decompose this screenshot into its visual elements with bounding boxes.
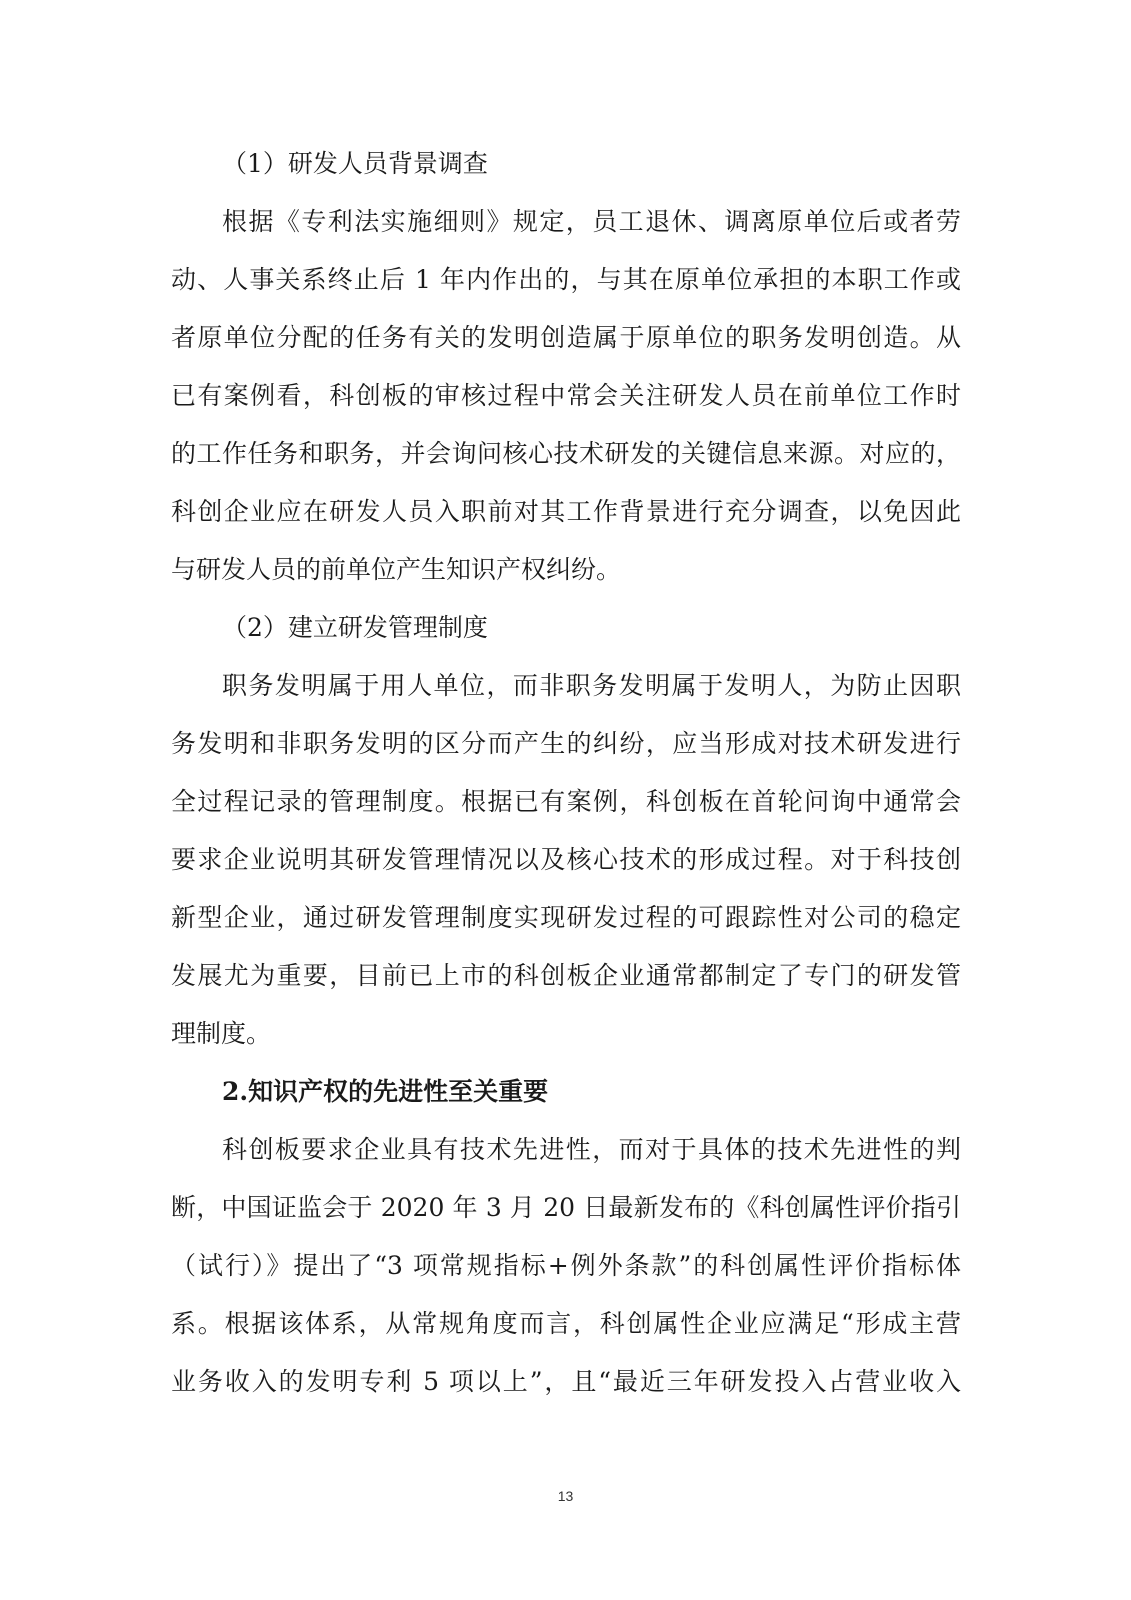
heading-ip-advancement: 2.知识产权的先进性至关重要 — [222, 1077, 549, 1106]
paragraph-line: 动、人事关系终止后 1 年内作出的，与其在原单位承担的本职工作或 — [171, 265, 961, 294]
paragraph-line: 断，中国证监会于 2020 年 3 月 20 日最新发布的《科创属性评价指引 — [171, 1193, 961, 1222]
paragraph-line: 科创板要求企业具有技术先进性，而对于具体的技术先进性的判 — [222, 1135, 961, 1164]
paragraph-line: 系。根据该体系，从常规角度而言，科创属性企业应满足“形成主营 — [171, 1309, 961, 1338]
paragraph-line: （试行）》提出了“3 项常规指标+例外条款”的科创属性评价指标体 — [171, 1251, 961, 1280]
paragraph-line: 已有案例看，科创板的审核过程中常会关注研发人员在前单位工作时 — [171, 381, 961, 410]
paragraph-line: 发展尤为重要，目前已上市的科创板企业通常都制定了专门的研发管 — [171, 961, 961, 990]
paragraph-line: 业务收入的发明专利 5 项以上”，且“最近三年研发投入占营业收入 — [171, 1367, 961, 1396]
paragraph-line: 务发明和非职务发明的区分而产生的纠纷，应当形成对技术研发进行 — [171, 729, 961, 758]
subheading-rd-background-check: （1）研发人员背景调查 — [222, 149, 488, 178]
page-number: 13 — [557, 1488, 574, 1504]
paragraph-line: 科创企业应在研发人员入职前对其工作背景进行充分调查，以免因此 — [171, 497, 961, 526]
paragraph-line: 全过程记录的管理制度。根据已有案例，科创板在首轮问询中通常会 — [171, 787, 961, 816]
paragraph-line: 者原单位分配的任务有关的发明创造属于原单位的职务发明创造。从 — [171, 323, 961, 352]
paragraph-line: 与研发人员的前单位产生知识产权纠纷。 — [171, 555, 622, 584]
paragraph-line: 的工作任务和职务，并会询问核心技术研发的关键信息来源。对应的， — [171, 439, 961, 468]
paragraph-line: 理制度。 — [171, 1019, 272, 1048]
subheading-rd-management-system: （2）建立研发管理制度 — [222, 613, 488, 642]
paragraph-line: 要求企业说明其研发管理情况以及核心技术的形成过程。对于科技创 — [171, 845, 961, 874]
paragraph-line: 职务发明属于用人单位，而非职务发明属于发明人，为防止因职 — [222, 671, 961, 700]
paragraph-line: 根据《专利法实施细则》规定，员工退休、调离原单位后或者劳 — [222, 207, 961, 236]
paragraph-line: 新型企业，通过研发管理制度实现研发过程的可跟踪性对公司的稳定 — [171, 903, 961, 932]
